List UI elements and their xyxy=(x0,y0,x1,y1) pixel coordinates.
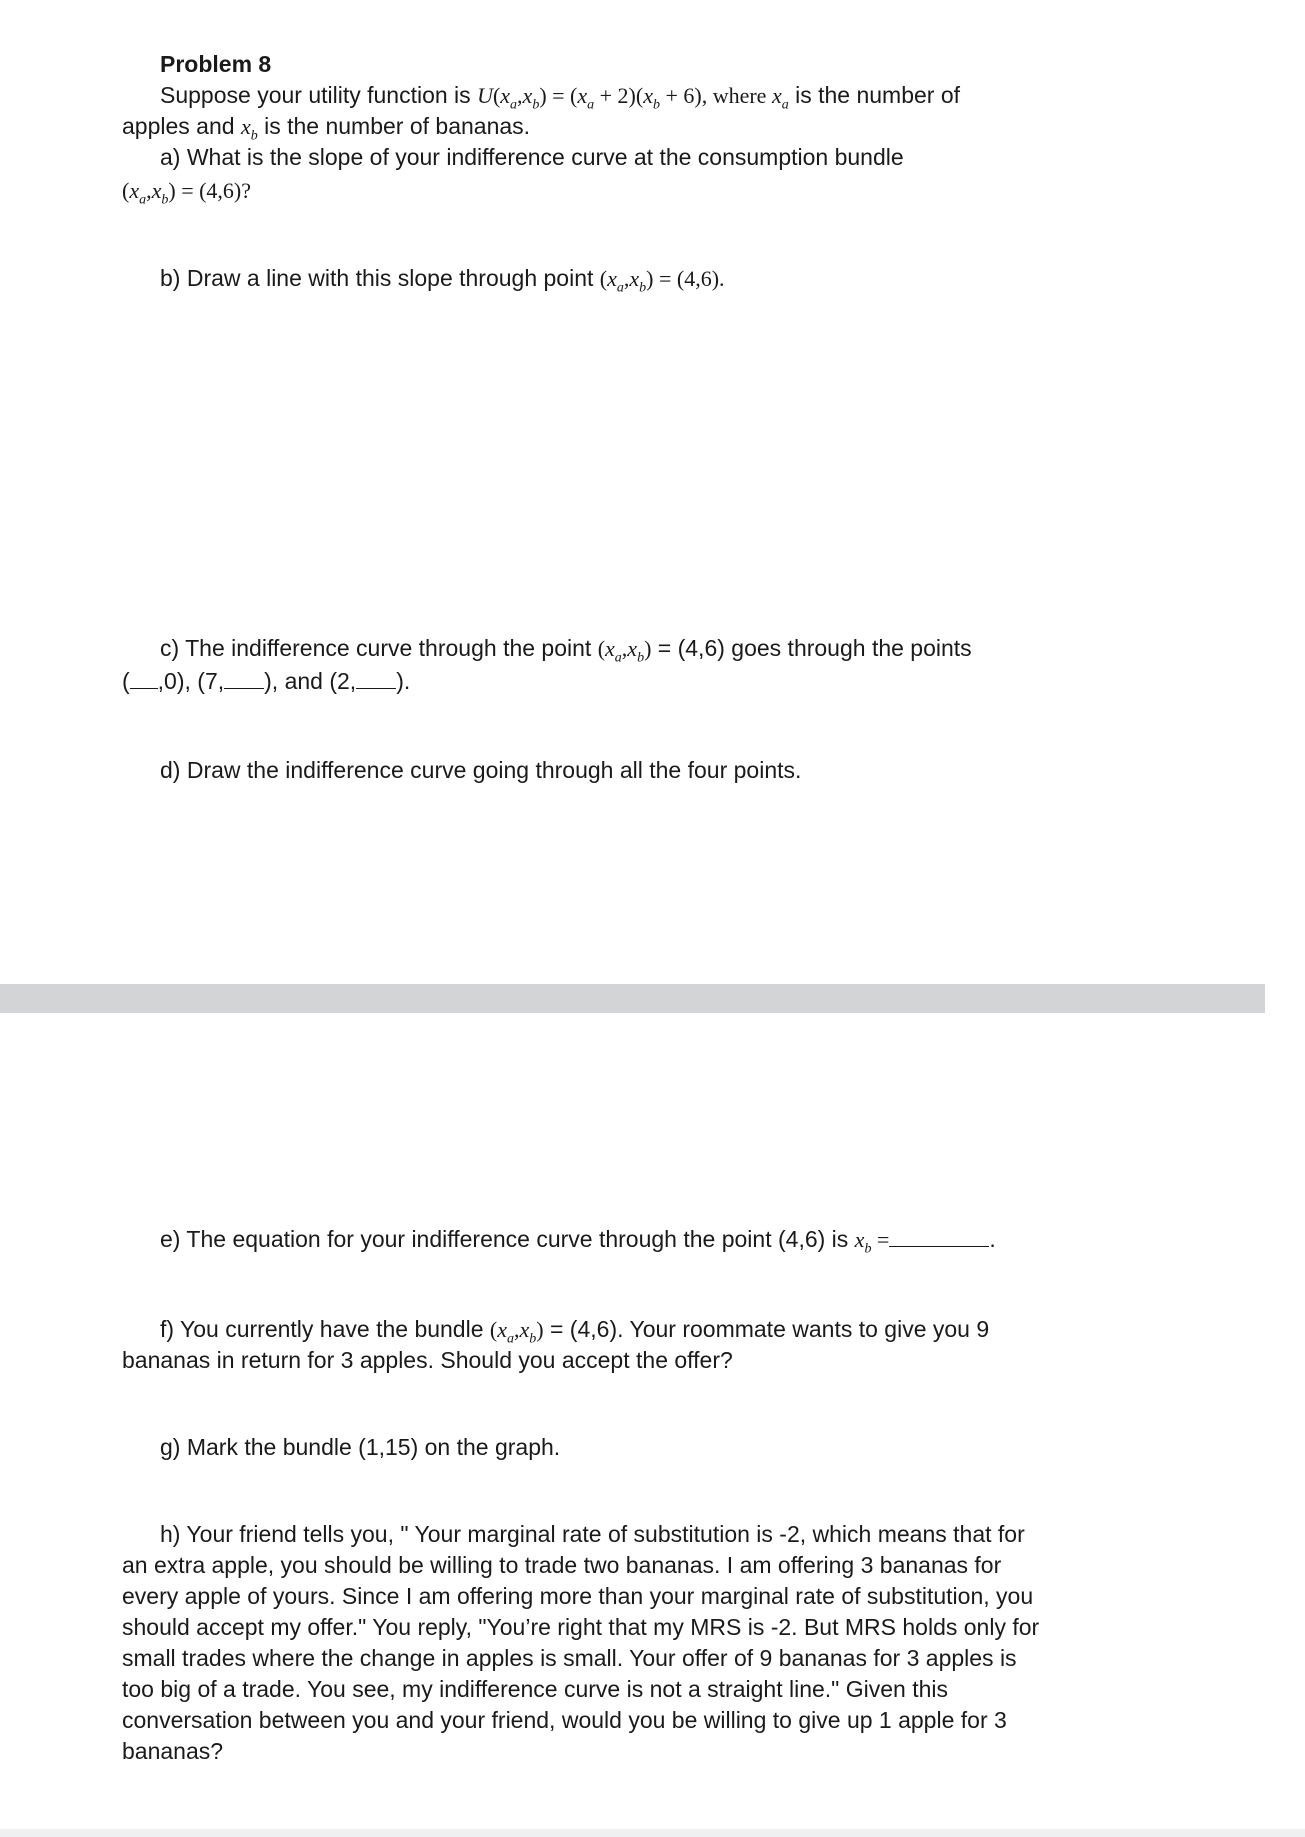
part-c-line1: c) The indifference curve through the point $(x_a,x_b) = (4,6)$ goes through the points xyxy=(160,635,972,666)
equation-blank[interactable] xyxy=(889,1226,989,1247)
page-separator xyxy=(0,984,1265,1013)
part-c-line2: ( ,0), (7, ), and (2, ). xyxy=(122,668,411,694)
part-h-line: conversation between you and your friend, would you be willing to give up 1 apple for 3 xyxy=(122,1707,1007,1733)
intro-text-a: Suppose your utility function is xyxy=(160,82,478,108)
part-a-line2: $(x_a,x_b) = (4,6)$? xyxy=(122,178,252,208)
part-h-line: h) Your friend tells you, " Your marginal rate of substitution is -2, which means that for xyxy=(160,1521,1025,1547)
blank-1[interactable] xyxy=(130,668,158,689)
part-h-line: every apple of yours. Since I am offering more than your marginal rate of substitution, you xyxy=(122,1583,1034,1609)
blank-2[interactable] xyxy=(224,668,264,689)
part-h-line: bananas? xyxy=(122,1738,224,1764)
utility-symbol: U xyxy=(477,83,493,108)
problem-intro-line1: Suppose your utility function is $U(x_a,x_b) = (x_a + 2)(x_b + 6)$, where $x_a$ is the number of xyxy=(160,82,961,113)
intro-text-b: = ( xyxy=(546,83,578,108)
part-f-line2: bananas in return for 3 apples. Should you accept the offer? xyxy=(122,1347,733,1373)
part-b: b) Draw a line with this slope through point $(x_a,x_b) = (4,6)$. xyxy=(160,265,725,296)
part-d: d) Draw the indifference curve going through all the four points. xyxy=(160,757,802,783)
problem-title: Problem 8 xyxy=(160,51,272,77)
part-a-line1: a) What is the slope of your indifference curve at the consumption bundle xyxy=(160,144,904,170)
problem-intro-line2: apples and $x_b$ is the number of bananas. xyxy=(122,113,531,144)
intro-text-e: is the number of xyxy=(788,82,961,108)
blank-3[interactable] xyxy=(356,668,396,689)
part-h-line: small trades where the change in apples is small. Your offer of 9 bananas for 3 apples is xyxy=(122,1645,1017,1671)
part-h-line: too big of a trade. You see, my indifference curve is not a straight line." Given this xyxy=(122,1676,948,1702)
part-h-line: an extra apple, you should be willing to trade two bananas. I am offering 3 bananas for xyxy=(122,1552,1002,1578)
intro-text-c: + 2)( xyxy=(594,83,644,108)
part-h xyxy=(122,1519,1122,1767)
part-e: e) The equation for your indifference curve through the point (4,6) is $x_b$ = . xyxy=(160,1226,996,1257)
part-h-line: should accept my offer." You reply, "You’re right that my MRS is -2. But MRS holds only for xyxy=(122,1614,1040,1640)
part-f-line1: f) You currently have the bundle $(x_a,x_b) = (4,6)$. Your roommate wants to give you 9 xyxy=(160,1316,990,1347)
intro-text-d: + 6), where xyxy=(659,83,772,108)
bottom-edge xyxy=(0,1829,1305,1837)
part-g: g) Mark the bundle (1,15) on the graph. xyxy=(160,1434,561,1460)
